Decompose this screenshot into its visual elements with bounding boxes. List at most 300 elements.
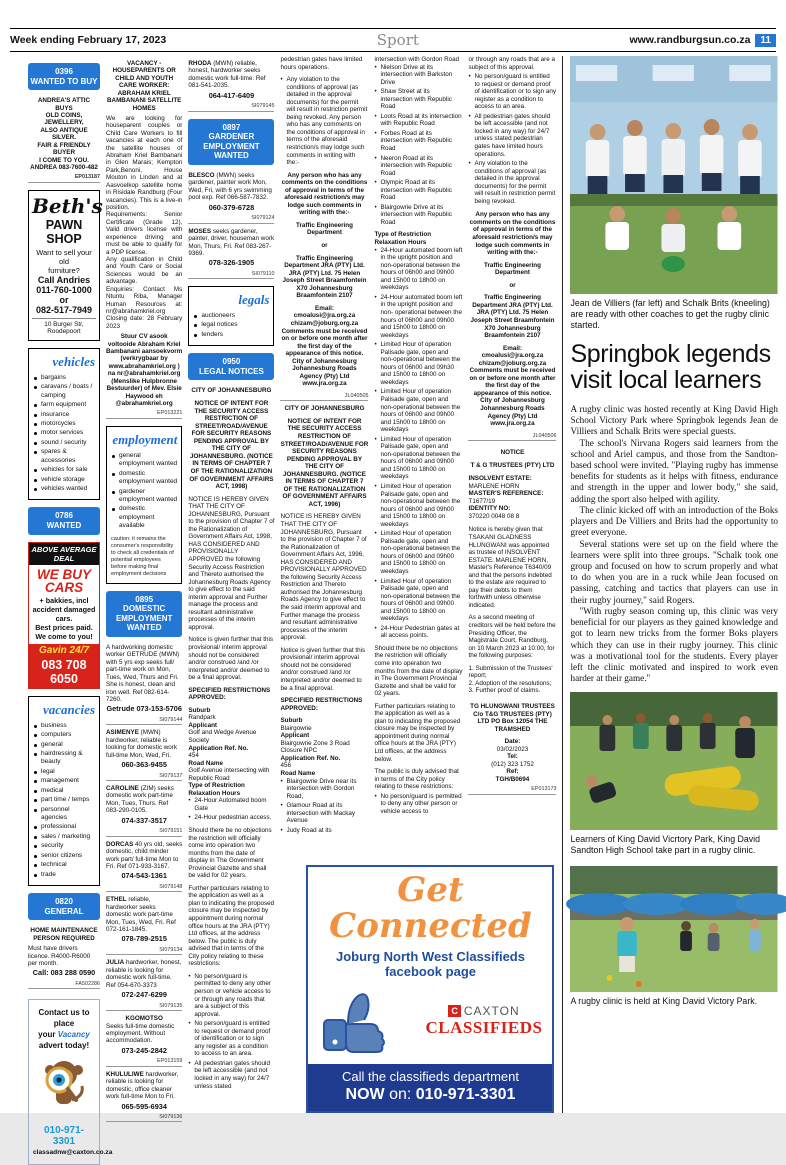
index-item: sound / security <box>33 439 95 447</box>
ad-phone: 072-247-6299 <box>121 990 167 1000</box>
category-header-gardener <box>188 119 274 165</box>
ad-phone: Getrude 073-153-5706 <box>106 704 182 714</box>
ad-line: BUYS <box>55 104 73 112</box>
index-item: vehicle storage <box>33 476 95 484</box>
legal-bullet: • No person/guard is entitled to request or demand proof of identification or to sign any register as a condition to access to an area. <box>468 73 556 111</box>
legal-bullet: • All pedestrian gates should be left accessible (and not locked in any way) for 24/7 unless stated <box>188 1060 274 1090</box>
legal-bullet: • No person/guard is permitted to deny any other person or vehicle access to <box>374 793 462 816</box>
email-label: Email: <box>503 344 522 352</box>
legal-notice-body: NOTICE IS HEREBY GIVEN THAT THE CITY OF JOHANNESBURG, Pursuant to the provision of Chapter 7 of the Rationalization of Government Affairs Act, 1998, HAS CONSIDERED AND PROVISIONALLY APPROVED the following Security Access Restriction and Thereto authorised the Johannesburg Roads Agency to give effect to the said interim approval and Further manage the process and resultant administrative processes of the interim approval. <box>188 495 275 631</box>
notice-code: EP013173 <box>468 786 556 794</box>
restriction-bullet: • 24-Hour automated boom left in the upright position and non- operational between the hours of 06h00 and 09h00 and 15h00 to 18h00 on weekdays <box>374 294 462 339</box>
field-label: Road Name <box>280 769 316 777</box>
ad-code: EP013159 <box>106 1058 182 1066</box>
index-item: general <box>33 741 95 749</box>
ad-title: HOME MAINTENANCE <box>30 927 98 935</box>
ad-name: RHODA <box>188 60 212 67</box>
ad-code: SI079151 <box>106 828 182 836</box>
road-bullet: • Glamour Road at its intersection with Mackay Avenue <box>280 802 368 825</box>
notice-code: JL040506 <box>468 433 556 441</box>
ad-code: SI079110 <box>188 271 274 279</box>
sport-article <box>562 56 778 1113</box>
category-label: DOMESTIC EMPLOYMENT WANTED <box>115 604 173 633</box>
ad-code: FA502286 <box>28 981 100 989</box>
index-item: general employment wanted <box>111 452 177 469</box>
notice-heading: NOTICE <box>500 449 525 457</box>
category-code: 0820 <box>55 897 73 907</box>
ad-title: PERSON REQUIRED <box>33 934 95 942</box>
legal-bullet: • Any violation to the conditions of approval (as detailed in the approval documents) for the permit will result in restriction permit being revoked. Any person who has any comments on the conditions of approval in terms of the aforesaid restriction/s may lodge such comments in writing with the:- <box>280 76 368 167</box>
field-label: INSOLVENT ESTATE: <box>468 475 532 483</box>
ad-paragraph: We are looking for houseparent couples or Child Care Workers to fill vacancies at each one of the satellite houses of Abraham Kriel Bambanani in Glen Marais; Kempton Park,Benoni, House Mouton in Linden and at Aasvoelkop satellite home in Risidale Randburg (Four vacancies). This is a live-in position. <box>106 114 183 212</box>
legal-department: Traffic Engineering Department <box>483 261 541 277</box>
index-item: vehicles for sale <box>33 466 95 474</box>
legal-notice-body: Further particulars relating to the application as well as a plan to indicating the proposed closure may be inspected by appointment during normal office hours at the JRA (PTY) Ltd offices, at the address below. The public is duly advised that in terms of the City policy relating to these restrictions: <box>188 884 275 968</box>
road-bullet: • Shaw Street at its intersection with Republic Road <box>374 88 462 111</box>
vacancies-index-title: vacancies <box>43 701 95 717</box>
get-connected-subtitle-line: Joburg North West Classifieds <box>335 948 525 964</box>
get-connected-footer <box>308 1064 552 1111</box>
ad-phone: 065-595-6934 <box>121 1101 167 1111</box>
ad-phone: 078-789-2515 <box>121 934 167 944</box>
contact-us-box <box>28 999 113 1164</box>
legals-index-box <box>188 286 274 346</box>
legal-bullet: • All pedestrian gates should be left accessible (and not locked in any way) for 24/7 unless stated pedestrian gates have limited hours operations. <box>468 113 556 158</box>
index-item: domestic employment available <box>111 505 177 530</box>
category-header-wanted-to-buy <box>28 63 100 90</box>
ad-name: KHULULIWE <box>106 1070 144 1078</box>
ad-phone: 060-363-9455 <box>121 760 167 770</box>
field-label: Relaxation Hours <box>374 239 427 247</box>
index-item: business <box>33 722 95 730</box>
field-label: Applicant <box>188 721 218 729</box>
ad-line: ALSO ANTIQUE SILVER. <box>40 126 88 142</box>
ad-body: hardworker, reliable is looking for domestic, office cleaner work full-time Mon to Fri. <box>106 1070 179 1101</box>
restriction-bullet: • Limited Hour of operation Palisade gate, open and non-operational between the hours of 06h00 and 09h00 and 15h00 to 18h00 on weekdays <box>374 483 462 528</box>
get-connected-ad <box>306 865 554 1113</box>
on-label: on: <box>384 1086 416 1103</box>
legal-spec-heading: SPECIFIED RESTRICTIONS APPROVED: <box>280 697 363 712</box>
field-value: 454 <box>188 752 199 760</box>
email-addresses: cmoalusi@jra.org.za chizam@joburg.org.za <box>478 352 547 367</box>
ad-phone: Call: 083 288 0590 <box>32 968 96 978</box>
field-label: Road Name <box>188 759 223 767</box>
article-paragraph: The school's Nirvana Rogers said learners from the school and Ariel campus, and those from the Sandton-based school were invited. "Playing rugby has immense benefits for students as it helps with fitness, endurance and strength in the upper and lower body," she said, adding the sport also helped with agility. <box>570 437 778 504</box>
ad-phone: 064-417-6409 <box>208 90 255 100</box>
ad-body: A hardworking domestic worker GETRUDE (MWN) with 5 yrs exp seeks full/ part-time work on Mon, Tues, Wed, Thurs and Fri. She is honest, clean and iron well. Ref 082-614-7260. <box>106 644 180 703</box>
index-item: caravans / boats / camping <box>33 383 95 400</box>
ad-code: EP013187 <box>28 174 100 182</box>
ad-body: (MWN) reliable, honest, hardworker seeks domestic work full-time. Ref 081-541-2035. <box>188 60 266 90</box>
field-label: Application Ref. No. <box>280 754 341 762</box>
ad-body: (MWN) hardworker, reliable is looking for domestic work full-time Mon, Wed, Fri. <box>106 729 178 759</box>
vacancies-index-box <box>28 696 100 886</box>
legal-notice-title: NOTICE OF INTENT FOR THE SECURITY ACCESS RESTRICTION OF STREET/ROAD/AVENUE FOR SECURITY REASONS PENDING APPROVAL BY THE CITY OF JOHANNESBURG. (NOTICE IN TERMS OF CHAPTER 7 OF THE RATIONALIZATION OF GOVERNMENT AFFAIRS ACT, 1998) <box>189 400 274 491</box>
legal-notice-body: Comments must be received on or before one month after the first day of the appearance of this notice. <box>281 327 368 358</box>
ad-name: MOSES <box>188 227 212 235</box>
legal-notice-body: As a second meeting of creditors will be held before the Presiding Officer, the Magistrate Court, Randburg, on 10 March 2023 at 10:00, for the following purposes: <box>468 614 556 660</box>
ad-phone: 078-326-1905 <box>208 258 255 268</box>
legal-notice-body: Notice is given further that this provisional/ interim approval should not be considered and/or construed /and /or interpreted and/or deemed to be a final approval. <box>188 636 274 682</box>
category-code: 0897 <box>222 122 241 132</box>
ad-phone: 083 708 6050 <box>29 657 99 688</box>
ad-blesco <box>188 172 274 224</box>
caxton-logo <box>425 1004 542 1038</box>
ad-phone: 073-245-2842 <box>121 1045 167 1055</box>
photo-team-group <box>570 56 778 294</box>
ad-body: (MWN) seeks gardener, painter work Mon, Wed, Fri, with 6 yrs swimming pool exp. Ref 066-587-7832. <box>188 172 272 202</box>
field-label: Tel: <box>507 753 518 761</box>
restriction-bullet: • 24-Hour automated boom left in the upright position and non-operational between the hours of 06h00 and 09h00 and 15h00 to 18h00 on weekdays <box>374 247 462 292</box>
email-label: Email: <box>315 304 334 312</box>
index-item: management <box>33 777 95 785</box>
index-item: legal notices <box>193 321 269 329</box>
field-label: Ref: <box>506 768 519 776</box>
legal-notice-body: Comments must be received on or before one month after the first day of the appearance of this notice. <box>469 367 556 397</box>
page-number: 11 <box>755 34 776 47</box>
index-item: part time / temps <box>33 796 95 804</box>
category-header-general <box>28 893 100 920</box>
call-line: Call the classifieds department <box>341 1069 519 1084</box>
ad-caroline <box>106 785 182 837</box>
employment-index-title: employment <box>112 431 178 447</box>
index-item: trade <box>33 871 95 879</box>
field-label: IDENTITY NO: <box>468 505 511 513</box>
caxton-c-icon: C <box>448 1005 461 1017</box>
category-header-legal-notices <box>188 353 274 380</box>
ad-dorcas <box>106 841 182 893</box>
field-label: Application Ref. No. <box>188 744 249 752</box>
caution-label: caution: <box>111 535 131 542</box>
ad-line: accident damaged cars. <box>32 604 96 623</box>
classified-column-1 <box>28 56 113 1156</box>
index-item: bargains <box>33 374 95 382</box>
headline-line: Springbok legends <box>570 339 771 368</box>
road-bullet: • Olympic Road at its intersection with Republic Road <box>374 179 462 202</box>
category-label: LEGAL NOTICES <box>199 366 264 376</box>
site-url: www.randburgsun.co.za <box>629 34 751 46</box>
field-label: Suburb <box>188 706 211 714</box>
article-headline <box>570 341 778 394</box>
restriction-bullet: • Limited Hour of operation Palisade gate, open and non-operational between the hours of 06h00 and 09h00 and 15h00 to 18h00 on weekdays <box>374 388 462 433</box>
trustees-name: T & G TRUSTEES (PTY) LTD <box>470 461 555 469</box>
meeting-purpose-item: 1. Submission of the Trustees' report; <box>468 664 553 680</box>
field-value: Randpark <box>188 714 216 722</box>
index-item: tenders <box>193 331 269 339</box>
headline-line: visit local learners <box>570 366 762 395</box>
get-connected-title: Get Connected <box>329 870 532 947</box>
contact-highlight: Vacancy <box>57 1029 90 1039</box>
ad-line: FAIR & FRIENDLY BUYER <box>37 141 91 157</box>
ad-name: JULIA <box>106 959 125 967</box>
pawn-shop-address: 10 Burger Str, Roodepoort <box>32 318 96 335</box>
index-item: sales / marketing <box>33 833 95 841</box>
legal-notice-body: The public is duly advised that in terms of the City policy relating to these restrictions: <box>374 768 459 791</box>
legal-notice-body: Notice is hereby given that TSAKANI GLADNESS HLUNGWANI was appointed as trustee of INSOLVENT ESTATE: MARLENE HORN, Master's Reference T6340/09 and that the persons indebted to the estate are required to pay their debts to them forthwith unless otherwise indicated. <box>468 526 552 609</box>
ad-title: VACANCY - HOUSEPARENTS OR CHILD AND YOUTH CARE WORKER: ABRAHAM KRIEL BAMBANANI SATELLITE HOMES <box>106 60 182 112</box>
field-label: Type of Restriction <box>188 782 245 790</box>
ad-getrude <box>106 644 182 725</box>
ad-body: hardworker, honest, reliable is looking for domestic work full-time. Ref 054-670-3373 <box>106 959 182 989</box>
field-value: 03/02/2023 <box>496 745 529 753</box>
ad-home-maintenance <box>28 927 100 989</box>
index-item: auctioneers <box>193 312 269 320</box>
ad-line: We come to you! <box>35 631 93 641</box>
category-code: 0396 <box>55 67 73 76</box>
index-item: medical <box>33 787 95 795</box>
issue-date: Week ending February 17, 2023 <box>10 34 167 46</box>
pawn-shop-logo: Beth's <box>32 193 103 218</box>
legal-notice-city: CITY OF JOHANNESBURG <box>284 405 365 413</box>
index-item: motor services <box>33 429 95 437</box>
field-value: Blairgowrie <box>280 724 312 732</box>
road-bullet: • Loots Road at its intersection with Republic Road <box>374 113 462 128</box>
ad-name: ASIMENYE <box>106 729 139 737</box>
ad-line: I COME TO YOU. <box>39 156 89 164</box>
ad-julia <box>106 959 182 1011</box>
classified-column-3 <box>188 56 274 1113</box>
field-label: Suburb <box>280 717 303 725</box>
field-value: Golf Avenue intersecting with Republic Road <box>188 767 270 782</box>
index-item: computers <box>33 731 95 739</box>
ad-line: ANDREA 083-7600-482 <box>30 163 98 171</box>
index-item: spares & accessories <box>33 448 95 465</box>
employment-index-box <box>106 426 182 584</box>
legal-notice-city: CITY OF JOHANNESBURG <box>191 387 272 395</box>
article-paragraph: Several stations were set up on the field where the learners were split into three groups. "Schalk took one group and focused on how to scrum properly and what to do when you are in a ruck while Jean focused on passing, catching and tactics that players can use in their rugby journey," said Rogers. <box>570 538 778 605</box>
caution-note <box>111 536 177 578</box>
page-header <box>10 28 776 52</box>
field-value: T1677/19 <box>468 497 496 505</box>
ad-code: SI079144 <box>106 717 182 725</box>
contact-line <box>33 1030 95 1041</box>
pawn-shop-line: furniture? <box>48 265 80 275</box>
ad-body: (ZIM) seeks domestic work part-time Mon, Tues, Thurs. Ref 083-290-0105. <box>106 785 174 815</box>
ad-kgomotso <box>106 1015 182 1067</box>
index-item: security <box>33 842 95 850</box>
ad-line: Best prices paid. <box>35 622 93 632</box>
now-label: NOW <box>345 1086 385 1103</box>
road-bullet: • Nielson Drive at its intersection with Barkston Drive <box>374 64 462 87</box>
legal-or: or <box>321 242 328 250</box>
get-connected-subtitle <box>308 949 552 980</box>
legal-columns-group <box>280 56 556 1113</box>
ad-phone: 074-337-3517 <box>121 815 167 825</box>
classified-column-2 <box>106 56 183 1121</box>
legal-department: Traffic Engineering Department <box>295 221 353 237</box>
email-addresses: cmoalusi@jra.org.za chizam@joburg.org.za <box>290 312 359 327</box>
legal-notice-body: Should there be no objections the restriction will officially come into operation two months from the date of display in The Government Provincial Gazette and shall be valid for 02 years. <box>188 827 272 880</box>
ad-phone: 060-379-6728 <box>208 202 255 212</box>
ad-name: ETHEL <box>106 896 127 904</box>
legal-notice-body: Should there be no objections the restriction will officially come into operation two months from the date of display in The Government Provincial Gazette and shall be valid for 02 years. <box>374 644 463 698</box>
index-item: personnel agencies <box>33 806 95 823</box>
ad-name: BLESCO <box>188 172 215 180</box>
photo-caption: Learners of King David Vicrtory Park, King David Sandton High School take part in a rugby clinic. <box>570 834 761 856</box>
legal-notice-body: intersection with Gordon Road <box>374 56 460 63</box>
meeting-purpose-item: 3. Further proof of claims. <box>468 687 541 695</box>
legal-bullet: • Any violation to the conditions of approval (as detailed in the approval documents) for the permit will result in restriction permit being revoked. <box>468 160 556 205</box>
legal-department-address: Traffic Engineering Department JRA (PTY) Ltd. JRA (PTY) Ltd. 75 Helen Joseph Street Braamfontein X70 Johannesburg Braamfontein 2107 <box>282 254 367 300</box>
legal-comments-note: Any person who has any comments on the conditions of approval in terms of the aforesaid restriction/s may lodge such comments in writing with the:- <box>469 211 556 257</box>
restriction-bullet: • Limited Hour of operation Palisade gate, open and non-operational between the hours of 06h00 and 09h00 and 15h00 to 18h00 on weekdays <box>374 530 462 575</box>
ad-rhoda <box>188 60 274 112</box>
category-label: GARDENER EMPLOYMENT WANTED <box>203 132 260 161</box>
index-item: motorcycles <box>33 420 95 428</box>
get-connected-subtitle-line: facebook page <box>384 964 476 980</box>
field-value: 456 <box>280 762 291 770</box>
index-item: senior citizens <box>33 852 95 860</box>
classified-column-5 <box>374 56 462 855</box>
ad-body: 40 yrs old, seeks domestic, child minder work part/ full-time Mon to Fri. Ref 071-933-3167. <box>106 840 183 870</box>
field-value: Blairgowrie Zone 3 Road Closure NPC <box>280 739 350 755</box>
pawn-shop-phone: 011-760-1000 or <box>36 284 92 305</box>
category-header-domestic <box>106 591 182 637</box>
restriction-bullet: • 24-Hour Pedestrian gates at all access points. <box>374 625 462 640</box>
field-label: MASTER'S REFERENCE: <box>468 490 544 498</box>
ad-name: KGOMOTSO <box>125 1015 163 1023</box>
vehicles-index-box <box>28 348 100 501</box>
field-value: TGH/B0694 <box>495 775 530 783</box>
ad-moses <box>188 228 274 280</box>
ad-phone: 074-543-1361 <box>121 871 167 881</box>
index-item: technical <box>33 861 95 869</box>
classified-column-4 <box>280 56 368 855</box>
article-paragraph: The clinic kicked off with an introduction of the Boks players and De Villiers and Brits had the opportunity to greet everyone. <box>570 504 778 538</box>
ad-body: Must have drivers licence. R4000-R6000 per month. <box>28 945 91 967</box>
ad-khululiwe <box>106 1071 182 1123</box>
restriction-bullet: • Limited Hour of operation Palisade gate, open and non-operational between the hours of 06h00 and 09h30 and 15h00 to 18h00 on weekdays <box>374 341 462 386</box>
legal-notice-title: NOTICE OF INTENT FOR THE SECURITY ACCESS RESTRICTION OF STREET/ROAD/AVENUE FOR SECURITY REASONS PENDING APPROVAL BY THE CITY OF JOHANNESBURG. (NOTICE IN TERMS OF CHAPTER 7 OF THE RATIONALIZATION OF GOVERNMENT AFFAIRS ACT, 1996) <box>280 417 369 508</box>
category-code: 0786 <box>55 511 73 521</box>
ad-code: EP013221 <box>106 410 182 418</box>
field-label: Applicant <box>280 732 310 740</box>
index-item: hairdressing & beauty <box>33 750 95 767</box>
road-bullet: • Blairgowrie Drive near its intersection with Gordon Road, <box>280 778 368 801</box>
ad-code: SI079137 <box>106 773 182 781</box>
legal-notice-body: Notice is given further that this provisional/ interim approval should not be considered and/or construed /and /or interpreted and/or deemed to be a final approval. <box>280 646 366 692</box>
legal-comments-note: Any person who has any comments on the conditions of approval in terms of the aforesaid restriction/s may lodge such comments in writing with the:- <box>281 171 368 217</box>
legals-index-title: legals <box>238 292 270 308</box>
ad-body: Seeks full-time domestic employment. Without accommodation. <box>106 1022 175 1045</box>
contact-phone: 010-971-3301 <box>43 1124 85 1147</box>
ad-title: WE BUY CARS <box>37 566 91 596</box>
legal-notice-body: Further particulars relating to the application as well as a plan to indicating the proposed closure may be inspected by appointment during normal office hours at the JRA (PTY) Ltd offices, at the address below. <box>374 702 461 763</box>
ad-paragraph: Closing date: 28 February 2023 <box>106 315 183 330</box>
caxton-wordmark: CAXTON <box>463 1004 520 1018</box>
legal-notice-body: or through any roads that are a subject of this approval. <box>468 56 555 71</box>
ad-asimenye <box>106 729 182 781</box>
photo-tackle-bags <box>570 692 778 830</box>
ad-contact-name: Gavin 24/7 <box>29 644 99 657</box>
classified-column-6 <box>468 56 556 855</box>
ad-banner: ABOVE AVERAGE DEAL <box>29 543 99 565</box>
ad-code: SI079145 <box>188 103 274 111</box>
ad-body: seeks gardener, painter, driver, houseman work Mon, Thurs, Fri. Ref 083-267- 9369. <box>188 227 275 257</box>
meeting-purpose-item: 2. Adoption of the resolutions; <box>468 679 552 687</box>
ad-code: SI079136 <box>106 1114 182 1122</box>
category-label: WANTED TO BUY <box>30 76 98 86</box>
field-value: (012) 323 1752 <box>491 760 534 768</box>
notice-code: JL040505 <box>280 393 368 401</box>
index-item: professional <box>33 823 95 831</box>
category-code: 0950 <box>222 357 241 367</box>
caution-text: it remains the consumer's responsibility to check all credentials of potential employees before making final employment decisions <box>111 535 174 577</box>
contact-email: classadnw@caxton.co.za <box>33 1148 113 1156</box>
road-bullet: • Neeron Road at its intersection with Republic Road <box>374 155 462 178</box>
contact-line: advert today! <box>38 1040 90 1050</box>
ad-body: reliable, hardworker seeks domestic work part-time Mon, Tues, Wed, Fri. Ref 072-161-1845. <box>106 896 176 934</box>
legal-or: or <box>509 281 516 289</box>
legal-agency: City of Johannesburg Johannesburg Roads Agency (Pty) Ltd www.jra.org.za <box>292 357 357 388</box>
restriction-bullet: • 24-Hour Automated boom Gate <box>188 797 274 812</box>
trustees-address: TG HLUNGWANI TRUSTEES C/o T&G TRUSTEES (PTY) LTD PO Box 12054 THE TRAMSHED <box>470 702 555 733</box>
ad-name: CAROLINE <box>106 785 139 793</box>
facebook-thumbs-up-icon <box>318 984 402 1058</box>
field-value: MARLENE HORN <box>468 482 520 490</box>
field-value: 370220 0048 08 8 <box>468 512 520 520</box>
ad-we-buy-cars <box>28 542 100 689</box>
ad-line: ANDREA'S ATTIC <box>37 97 91 105</box>
ad-andrea <box>28 97 100 183</box>
ad-pawn-shop <box>28 190 103 341</box>
article-paragraph: A rugby clinic was hosted recently at King David High School Victory Park where Springbok legends Jean de Villiers and Schalk Brits were special guests. <box>570 403 778 437</box>
index-item: legal <box>33 768 95 776</box>
page-content <box>28 56 778 1156</box>
field-label: Date: <box>504 738 521 746</box>
road-bullet: • Blairgowrie Drive at its intersection with Republic Road <box>374 204 462 227</box>
road-bullet: • Judy Road at its <box>280 827 368 835</box>
ad-name: DORCAS <box>106 840 134 848</box>
ad-paragraph: Requirements: Senior Certificate (Grade 12), Valid drivers license with experience driving and must be able to qualify for a PDP license. <box>106 211 183 256</box>
ad-afrikaans-note: Stuur CV asook voltooide Abraham Kriel Bambanani aansoekvorm (verkrygbaar by www.abrahamkriel.org ) na nr@abrahamkriel.org (Menslike Hulpbronne Bestuurder) of Mev. Elsie Haywood eh @abrahamkriel.org <box>106 333 183 407</box>
photo-caption: A rugby clinic is held at King David Victory Park. <box>570 996 758 1007</box>
road-bullet: • Forbes Road at its intersection with Republic Road <box>374 130 462 153</box>
article-body <box>570 404 778 684</box>
classifieds-phone: 010-971-3301 <box>415 1086 516 1103</box>
index-item: domestic employment wanted <box>111 470 177 487</box>
pawn-shop-title: PAWN SHOP <box>45 217 83 246</box>
article-paragraph: "With rugby season coming up, this clinic was very beneficial for our players as they gained knowledge and got to learn new tricks from the former Boks players which they can use in their rugby journey. This clinic was a motivational tool for the students. Every player left the clinic motivated and inspired to work even harder at their game." <box>570 605 778 684</box>
header-right <box>629 34 776 47</box>
index-item: gardener employment wanted <box>111 488 177 505</box>
pawn-shop-phone: 082-517-7949 <box>35 304 93 315</box>
legal-department-address: Traffic Engineering Department JRA (PTY) Ltd. JRA (PTY) Ltd. 75 Helen Joseph Street Braamfontein X70 Johannesburg Braamfontein 2107 <box>470 294 555 340</box>
ad-code: SI079135 <box>106 1003 182 1011</box>
category-label: WANTED <box>46 521 82 531</box>
legal-spec-heading: SPECIFIED RESTRICTIONS APPROVED: <box>188 686 271 702</box>
pawn-shop-line: Want to sell your old <box>36 247 92 266</box>
index-item: farm equipment <box>33 401 95 409</box>
legal-notice-body: NOTICE IS HEREBY GIVEN THAT THE CITY OF JOHANNESBURG, Pursuant to the provision of Chapter 7 of the Rationalization of Government Affairs Act, 1996, HAS CONSIDERED AND PROVISIONALLY APPROVED the following Security Access Restriction and Thereto authorised the Johannesburg Roads Agency to give effect to the said interim approval and Further manage the process and resultant administrative processes of the interim approval. <box>280 513 367 642</box>
category-label: GENERAL <box>44 906 84 916</box>
classifieds-wordmark: CLASSIFIEDS <box>425 1018 543 1037</box>
field-label: Type of Restriction <box>374 231 432 239</box>
restriction-bullet: • Limited Hour of operation Palisade gate, open and non-operational between the hours of 06h00 and 09h00 and 15h00 to 18h00 on weekdays <box>374 578 462 623</box>
ad-paragraph: Any qualification in Child and Youth Care or Social Sciences would be an advantage. <box>106 255 183 286</box>
pawn-shop-contact: Call Andries <box>37 274 91 285</box>
legal-bullet: • No person/guard is permitted to deny any other person or vehicle access to or through any roads that are a subject of this approval. <box>188 973 274 1018</box>
category-header-wanted <box>28 507 100 534</box>
photo-rugby-clinic-field <box>570 866 778 992</box>
ad-line: + bakkies, incl <box>39 595 89 605</box>
category-code: 0895 <box>135 594 154 604</box>
field-label: Relaxation Hours <box>188 789 241 797</box>
vehicles-index-title: vehicles <box>52 353 95 369</box>
section-title: Sport <box>376 31 419 49</box>
contact-line: Contact us to place <box>38 1008 90 1029</box>
contact-line-part: your <box>38 1029 58 1039</box>
